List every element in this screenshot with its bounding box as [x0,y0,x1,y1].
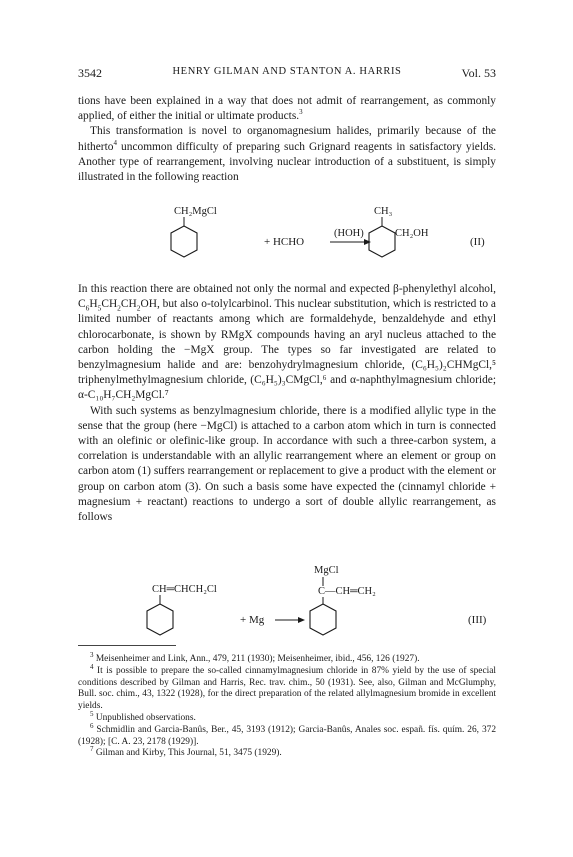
eq2-product-group: CH₂OH [395,228,429,239]
footnote-3: $^3$ Meisenheimer and Link, Ann., 479, 211 (1930); Meisenheimer, ibid., 456, 126 (1927). [90,650,420,664]
benzene-ring-product [369,226,395,257]
benzene-ring-reactant-3 [147,604,173,635]
footnote-5: $^5$ Unpublished observations. [90,709,196,723]
footnote-ref-4: 4 [113,138,117,147]
page-number: 3542 [78,66,102,80]
reaction-equation-3 [78,562,496,644]
eq3-product-chain: C—CH═CH₂ [318,586,376,597]
eq3-plus-reagent: + Mg [240,614,265,626]
footnote-6: $^6$ Schmidlin and Garcia-Banûs, Ber., 45, 3193 (1912); Garcia-Banûs, Anales soc. españ. fís. quím. 26, 372 (1928); [C. A. 23, 2178 (1929)]. [78,721,497,747]
footnote-rule [78,645,176,646]
body-block-2 [78,282,496,525]
eq2-plus-reagent: + HCHO [264,236,305,248]
eq2-arrow-label: (HOH) [334,228,364,239]
footnote-7: $^7$ Gilman and Kirby, This Journal, 51, 3475 (1929). [90,745,282,759]
reaction-equation-2 [78,202,496,286]
equation-number-2: (II) [470,236,485,248]
eq3-reactant-group: CH═CHCH₂Cl [152,584,217,595]
paragraph-3: In this reaction there are obtained not only the normal and expected β-phenylethyl alcohol, $C_6H_5CH_2CH_2OH$, but also o-tolylcarbinol. This nuclear substitution, which is restricted to a limited number of reactants among which are formaldehyde, benzaldehyde and ethyl chlorocarbonate, is shown by RMgX compounds having an aryl nucleus attached to the carbon holding the −MgX group. The types so far investigated are related to benzylmagnesium halide and are: benzohydrylmagnesium chloride, (C₆H₅)₂CHMgCl,⁵ triphenylmethylmagnesium chloride, (C₆H₅)₃CMgCl,⁶ and α-naphthylmagnesium chloride; α-C₁₀H₇CH₂MgCl.⁷ [78,283,496,402]
volume-label: Vol. 53 [461,66,496,80]
footnotes [78,650,497,760]
benzene-ring-product-3 [310,604,336,635]
paragraph-1: tions have been explained in a way that does not admit of rearrangement, as commonly applied, of either the initial or ultimate products.$^3$ [78,95,496,123]
equation-number-3: (III) [468,614,487,626]
eq3-product-mg: MgCl [314,565,339,576]
eq2-product-methyl: CH₃ [374,206,393,217]
footnote-4: $^4$ It is possible to prepare the so-called cinnamylmagnesium chloride in 87% yield by the use of special conditions described by Gilman and Harris, Rec. trav. chim., 50 (1931). See, also, Gilman and McGlumphy, Bull. soc. chim., 43, 1322 (1928), for the direct preparation of the related allylmagnesium bromide in excellent yields. [78,662,497,712]
running-header [78,66,496,82]
footnote-ref-3: 3 [299,108,303,117]
benzene-ring-reactant [171,226,197,257]
running-title: HENRY GILMAN AND STANTON A. HARRIS [172,66,402,77]
paragraph-2: This transformation is novel to organomagnesium halides, primarily because of the hitherto$^4$ uncommon difficulty of preparing such Grignard reagents in satisfactory yields. Another type of rearrangement, involving nuclear introduction of a substituent, is simply illustrated in the following reaction [78,125,496,184]
body-block-1 [78,94,496,185]
paragraph-4: With such systems as benzylmagnesium chloride, there is a modified allylic type in the sense that the group (here −MgCl) is attached to a carbon atom which in turn is connected with an olefinic or olefinic-like group. In accordance with such a three-carbon system, a correlation is understandable with an allylic rearrangement where an element or group on carbon atom (1) suffers rearrangement or replacement to give a product with the element or group on carbon atom (3). On such a basis some have expected the (cinnamyl chloride + magnesium + reactant) reactions to undergo a sort of double allylic rearrangement, as follows [78,404,496,524]
eq2-reactant-group: CH₂MgCl [174,206,217,217]
